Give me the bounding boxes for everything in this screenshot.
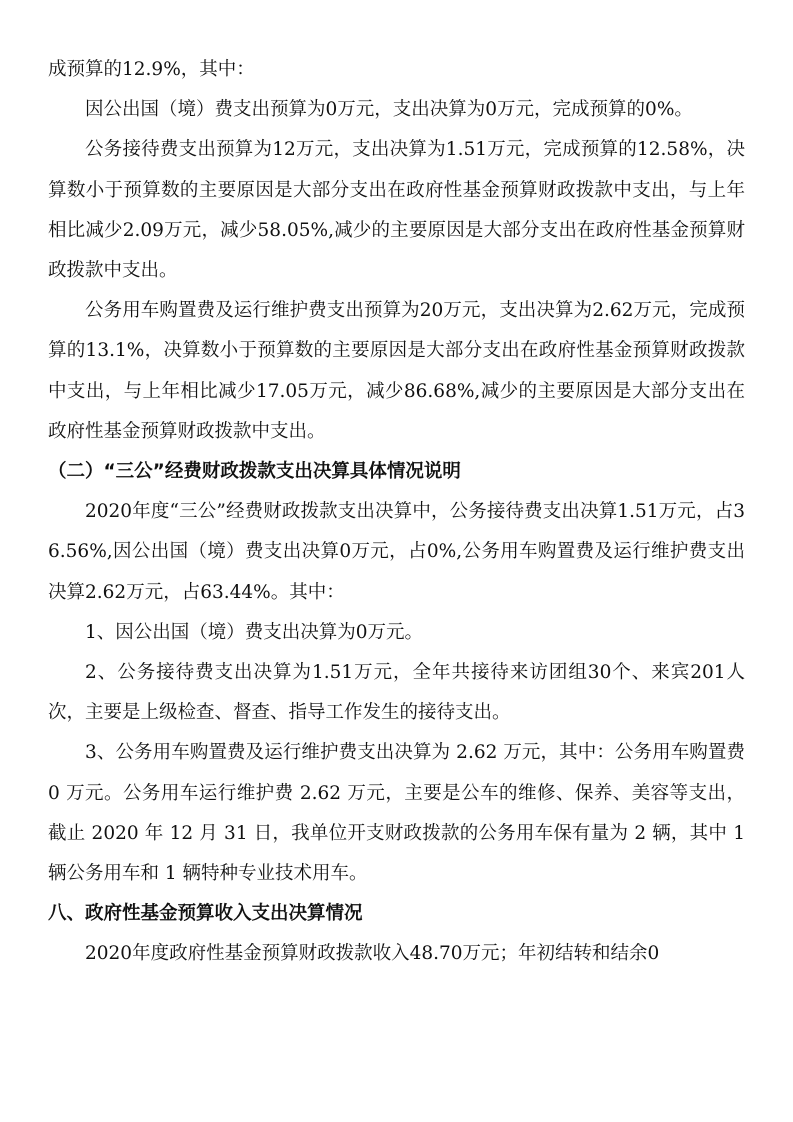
section-heading-three-public-details: （二）“三公”经费财政拨款支出决算具体情况说明: [48, 461, 461, 483]
paragraph-three-public-summary: 2020年度“三公”经费财政拨款支出决算中，公务接待费支出决算1.51万元，占36.56%,因公出国（境）费支出决算0万元，占0%,公务用车购置费及运行维护费支出决算2.62万元，占63.44%。其中：: [48, 501, 745, 603]
section-heading-government-fund: 八、政府性基金预算收入支出决算情况: [48, 903, 363, 925]
list-item-reception: 2、公务接待费支出决算为1.51万元，全年共接待来访团组30个、来宾201人次，主要是上级检查、督查、指导工作发生的接待支出。: [48, 662, 745, 724]
paragraph-government-fund-income: 2020年度政府性基金预算财政拨款收入48.70万元；年初结转和结余0: [85, 943, 660, 965]
paragraph-reception-budget: 公务接待费支出预算为12万元，支出决算为1.51万元，完成预算的12.58%，决算数小于预算数的主要原因是大部分支出在政府性基金预算财政拨款中支出，与上年相比减少2.09万元，减少58.05%,减少的主要原因是大部分支出在政府性基金预算财政拨款中支出。: [48, 139, 745, 282]
paragraph-vehicle-budget: 公务用车购置费及运行维护费支出预算为20万元，支出决算为2.62万元，完成预算的13.1%，决算数小于预算数的主要原因是大部分支出在政府性基金预算财政拨款中支出，与上年相比减少17.05万元，减少86.68%,减少的主要原因是大部分支出在政府性基金预算财政拨款中支出。: [48, 300, 745, 442]
paragraph-travel-abroad-budget: 因公出国（境）费支出预算为0万元，支出决算为0万元，完成预算的0%。: [85, 99, 693, 121]
list-item-vehicle: 3、公务用车购置费及运行维护费支出决算为 2.62 万元，其中：公务用车购置费 0 万元。公务用车运行维护费 2.62 万元，主要是公车的维修、保养、美容等支出，截止 2020 年 12 月 31 日，我单位开支财政拨款的公务用车保有量为 2 辆，其中 1 辆公务用车和 1 辆特种专业技术用车。: [48, 742, 745, 885]
paragraph-continuation: 成预算的12.9%，其中：: [48, 59, 255, 80]
list-item-travel-abroad: 1、因公出国（境）费支出决算为0万元。: [85, 621, 424, 643]
